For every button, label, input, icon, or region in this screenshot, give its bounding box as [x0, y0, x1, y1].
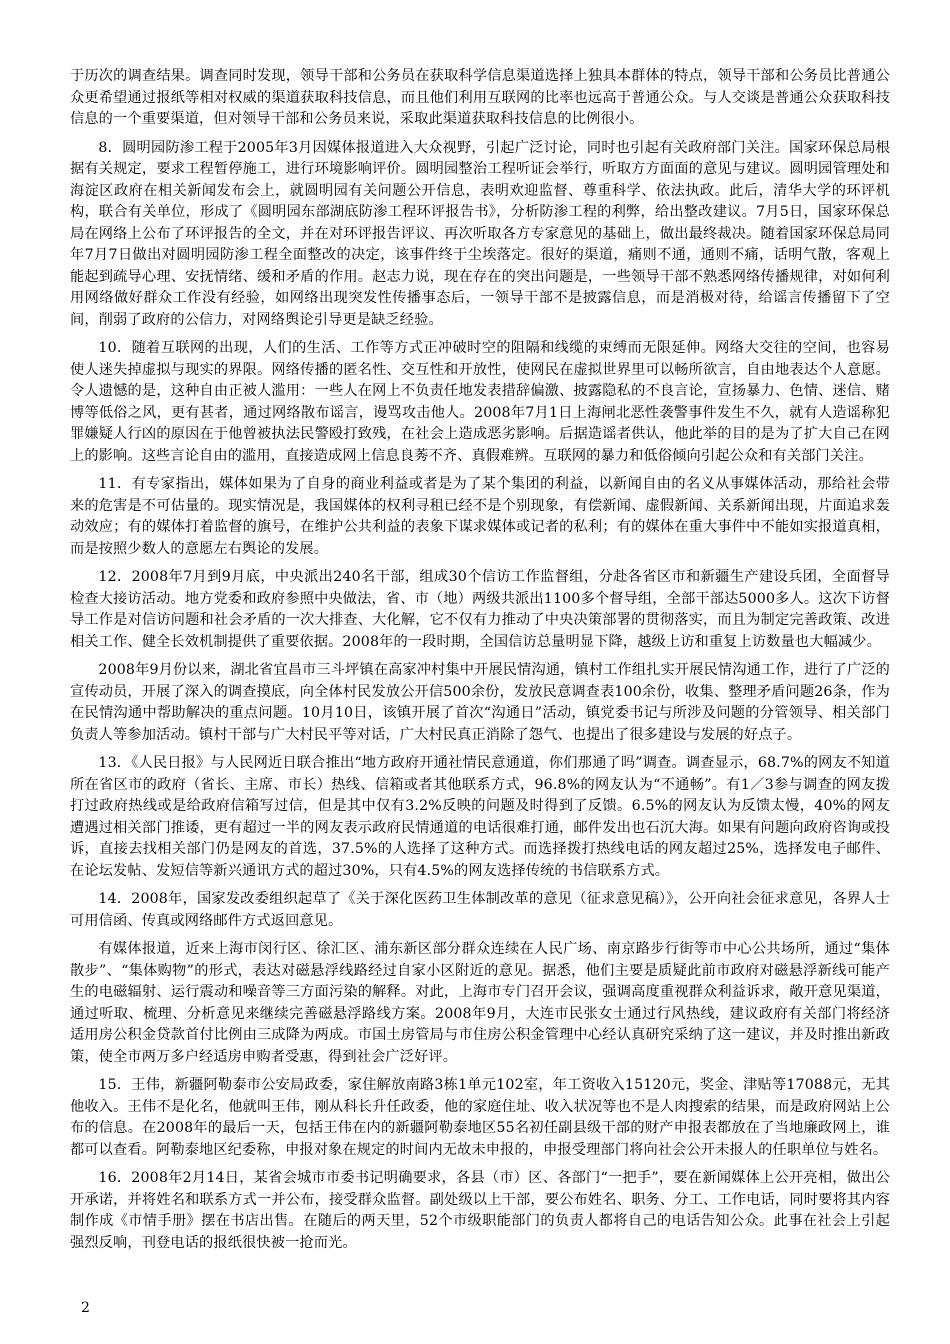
- paragraph-item-14-shanghai: 有媒体报道，近来上海市闵行区、徐汇区、浦东新区部分群众连续在人民广场、南京路步行街等市中心公共场所，通过“集体散步”、“集体购物”的形式，表达对磁悬浮线路经过自家小区附近的意见。据悉，他们主要是质疑此前市政府对磁悬浮新线可能产生的电磁辐射、运行震动和噪音等三方面污染的解释。对此，上海市专门召开会议，强调高度重视群众利益诉求，敞开意见渠道，通过听取、梳理、分析意见来继续完善磁悬浮路线方案。2008年9月，大连市民张女士通过行风热线，建议政府有关部门将经济适用房公积金贷款首付比例由三成降为两成。市国土房管局与市住房公积金管理中心经认真研究采纳了这一建议，并及时推出新政策，使全市两万多户经适房申购者受惠，得到社会广泛好评。: [70, 941, 890, 1065]
- paragraph-item-14: 14．2008年，国家发改委组织起草了《关于深化医药卫生体制改革的意见（征求意见稿）》，公开向社会征求意见，各界人士可用信函、传真或网络邮件方式返回意见。: [70, 891, 890, 929]
- document-body: [70, 66, 890, 1261]
- paragraph-item-10: 10．随着互联网的出现，人们的生活、工作等方式正冲破时空的阻隔和线缆的束缚而无限延伸。网络大交往的空间，也容易使人迷失掉虚拟与现实的界限。网络传播的匿名性、交互性和开放性，使网民在虚拟世界里可以畅所欲言，自由地表达个人意愿。令人遗憾的是，这种自由正被人滥用：一些人在网上不负责任地发表措辞偏激、披露隐私的不良言论，宣扬暴力、色情、迷信、赌博等低俗之风，更有甚者，通过网络散布谣言，谩骂攻击他人。2008年7月1日上海闸北恶性袭警事件发生不久，就有人造谣称犯罪嫌疑人行凶的原因在于他曾被执法民警殴打致残，在社会上造成恶劣影响。后据造谣者供认，他此举的目的是为了扩大自己在网上的影响。这些言论自由的滥用，直接造成网上信息良莠不齐、真假难辨。互联网的暴力和低俗倾向引起公众和有关部门关注。: [70, 340, 890, 464]
- paragraph-item-12: 12．2008年7月到9月底，中央派出240名干部，组成30个信访工作监督组，分赴各省区市和新疆生产建设兵团，全面督导检查大接访活动。地方党委和政府参照中央做法，省、市（地）两级共派出1100多个督导组，全部干部达5000多人。这次下访督导工作是对信访问题和社会矛盾的一次大排查、大化解，它不仅有力推动了中央决策部署的贯彻落实，而且为制定完善政策、改进相关工作、健全长效机制提供了重要依据。2008年的一段时期，全国信访总量明显下降，越级上访和重复上访数量也大幅减少。: [70, 569, 890, 650]
- paragraph-item-15: 15．王伟，新疆阿勒泰市公安局政委，家住解放南路3栋1单元102室，年工资收入15120元，奖金、津贴等17088元，无其他收入。王伟不是化名，他就叫王伟，刚从科长升任政委，他的家庭住址、收入状况等也不是人肉搜索的结果，而是政府网站上公布的信息。在2008年的最后一天，包括王伟在内的新疆阿勒泰地区55名初任副县级干部的财产申报表都放在了当地廉政网上，谁都可以查看。阿勒泰地区纪委称，申报对象在规定的时间内无故未申报的，申报受理部门将向社会公开未报人的任职单位与姓名。: [70, 1077, 890, 1158]
- page-number: 2: [81, 1300, 90, 1316]
- paragraph-item-13: 13．《人民日报》与人民网近日联合推出“地方政府开通社情民意通道，你们那通了吗”调查。调查显示，68.7%的网友不知道所在省区市的政府（省长、主席、市长）热线、信箱或者其他联系方式，96.8%的网友认为“不通畅”。有1／3参与调查的网友拨打过政府热线或是给政府信箱写过信，但是其中仅有3.2%反映的问题及时得到了反馈。6.5%的网友认为反馈太慢，40%的网友遭遇过相关部门推诿，更有超过一半的网友表示政府民情通道的电话很难打通，邮件发出也石沉大海。如果有问题向政府咨询或投诉，直接去找相关部门仍是网友的首选，37.5%的人选择了这种方式。而选择拨打热线电话的网友超过25%，选择发电子邮件、在论坛发帖、发短信等新兴通讯方式的超过30%，只有4.5%的网友选择传统的书信联系方式。: [70, 755, 890, 879]
- paragraph-item-16: 16．2008年2月14日，某省会城市市委书记明确要求，各县（市）区、各部门“一把手”，要在新闻媒体上公开亮相，做出公开承诺，并将姓名和联系方式一并公布，接受群众监督。副处级以上干部，要公布姓名、职务、分工、工作电话，同时要将其内容制作成《市情手册》摆在书店出售。在随后的两天里，52个市级职能部门的负责人都将自己的电话告知公众。此事在社会上引起强烈反响，刊登电话的报纸很快被一抢而光。: [70, 1170, 890, 1251]
- paragraph-item-12-yichang: 2008年9月份以来，湖北省宜昌市三斗坪镇在高家冲村集中开展民情沟通，镇村工作组扎实开展民情沟通工作，进行了广泛的宣传动员，开展了深入的调查摸底，向全体村民发放公开信500余份，发放民意调查表100余份，收集、整理矛盾问题26条，作为在民情沟通中帮助解决的重点问题。10月10日，该镇开展了首次“沟通日”活动，镇党委书记与所涉及问题的分管领导、相关部门负责人等参加活动。镇村干部与广大村民平等对话，广大村民真正消除了怨气、也提出了很多建设与发展的好点子。: [70, 662, 890, 743]
- paragraph-item-11: 11．有专家指出，媒体如果为了自身的商业利益或者是为了某个集团的利益，以新闻自由的名义从事媒体活动，那给社会带来的危害是不可估量的。现实情况是，我国媒体的权利寻租已经不是个别现象，有偿新闻、虚假新闻、关系新闻出现，片面追求轰动效应；有的媒体打着监督的旗号，在维护公共利益的表象下谋求媒体或记者的私利；有的媒体在重大事件中不能如实报道真相，而是按照少数人的意愿左右舆论的发展。: [70, 476, 890, 557]
- paragraph-item-8: 8．圆明园防渗工程于2005年3月因媒体报道进入大众视野，引起广泛讨论，同时也引起有关政府部门关注。国家环保总局根据有关规定，要求工程暂停施工，进行环境影响评价。圆明园整治工程听证会举行，听取方方面面的意见与建议。圆明园管理处和海淀区政府在相关新闻发布会上，就圆明园有关问题公开信息，表明欢迎监督、尊重科学、依法执政。此后，清华大学的环评机构，联合有关单位，形成了《圆明园东部湖底防渗工程环评报告书》，分析防渗工程的利弊，给出整改建议。7月5日，国家环保总局在网络上公布了环评报告的全文，并在对环评报告评议、再次听取各方专家意见的基础上，做出最终裁决。随着国家环保总局同年7月7日做出对圆明园防渗工程全面整改的决定，该事件终于尘埃落定。很好的渠道，痛则不通，通则不痛，话明气散，客观上能起到疏导心理、安抚情绪、缓和矛盾的作用。赵志力说，现在存在的突出问题是，一些领导干部不熟悉网络传播规律，对如何利用网络做好群众工作没有经验，如网络出现突发性传播事态后，一领导干部不是披露信息，而是消极对待，给谣言传播留下了空间，削弱了政府的公信力，对网络舆论引导更是缺乏经验。: [70, 139, 890, 328]
- paragraph-continuation: 于历次的调查结果。调查同时发现，领导干部和公务员在获取科学信息渠道选择上独具本群体的特点，领导干部和公务员比普通公众更希望通过报纸等相对权威的渠道获取科技信息，而且他们利用互联网的比率也远高于普通公众。与人交谈是普通公众获取科技信息的一个重要渠道，但对领导干部和公务员来说，采取此渠道获取科技信息的比例很小。: [70, 68, 890, 127]
